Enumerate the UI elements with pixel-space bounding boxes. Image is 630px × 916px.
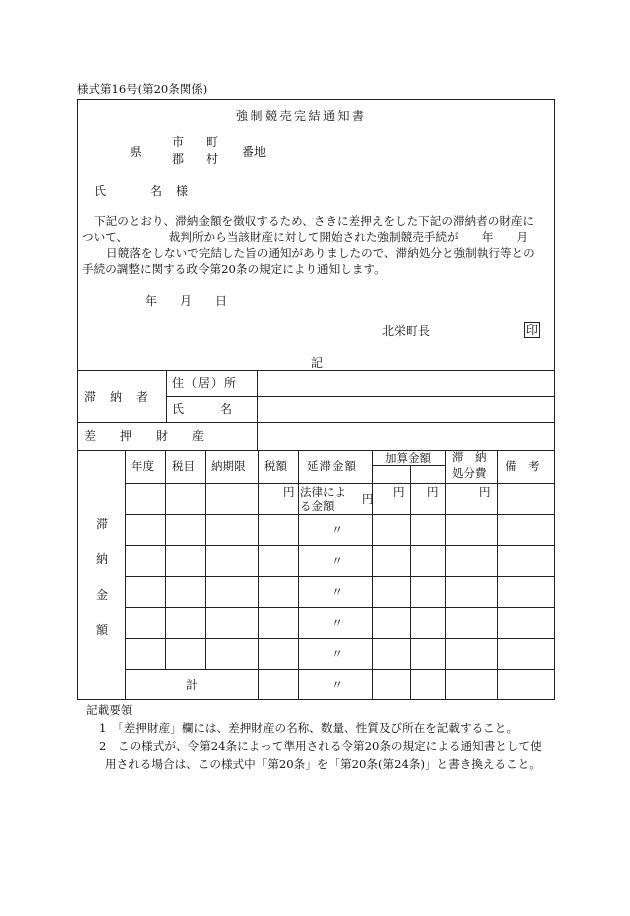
yen-disposal-fee: 円 <box>479 485 491 499</box>
rule <box>125 638 555 639</box>
notes-item-2-line-2: 用される場合は、この様式中「第20条」を「第20条(第24条)」と書き換えること。 <box>105 757 541 771</box>
rule <box>257 370 258 450</box>
addressee-sama: 様 <box>176 184 189 198</box>
rule <box>445 450 446 700</box>
rule <box>125 514 555 515</box>
body-line-2: ついて、 裁判所から当該財産に対して開始された強制競売手続が 年 月 <box>82 230 529 244</box>
seal-mark: 印 <box>525 323 538 337</box>
address-banchi: 番地 <box>242 145 267 159</box>
rule <box>258 450 259 700</box>
date-nen: 年 <box>145 294 158 308</box>
col-due: 納期限 <box>211 459 246 473</box>
address-machi: 町 <box>206 135 219 149</box>
amount-label-4: 額 <box>96 623 109 637</box>
rule <box>77 422 555 423</box>
amount-label-1: 滞 <box>96 517 109 531</box>
col-year: 年度 <box>131 459 154 473</box>
body-line-3: 日競落をしないで完結した旨の通知がありましたので、滞納処分と強制執行等との <box>106 246 535 260</box>
amount-label-3: 金 <box>96 588 109 602</box>
col-surcharge: 加算金額 <box>385 451 431 465</box>
rule <box>77 370 555 371</box>
address-gun: 郡 <box>172 152 185 166</box>
rule <box>497 450 498 700</box>
ditto-mark: 〃 <box>331 647 344 661</box>
rule <box>166 396 555 397</box>
address-mura: 村 <box>206 152 219 166</box>
body-line-1: 下記のとおり、滞納金額を徴収するため、さきに差押えをした下記の滞納者の財産に <box>94 214 535 228</box>
notes-item-1: 1 「差押財産」欄には、差押財産の名称、数量、性質及び所在を記載すること。 <box>99 721 518 735</box>
ki-label: 記 <box>311 356 324 370</box>
col-late-fee: 延滞金額 <box>307 459 357 473</box>
notice-body <box>82 213 550 277</box>
total-label: 計 <box>186 678 199 692</box>
rule <box>165 450 166 669</box>
rule <box>166 370 167 422</box>
notes-heading: 記載要領 <box>86 703 133 717</box>
legal-amount-line-1: 法律によ <box>300 485 346 499</box>
yen-surcharge-2: 円 <box>427 485 439 499</box>
delinquent-label: 滞 納 者 <box>84 390 150 404</box>
ditto-mark: 〃 <box>331 616 344 630</box>
rule <box>298 450 299 700</box>
rule <box>125 669 555 670</box>
col-disposal-fee-2: 処分費 <box>452 466 487 480</box>
rule <box>372 450 373 700</box>
document-title: 強制競売完結通知書 <box>236 109 367 123</box>
col-remarks: 備 考 <box>505 459 540 473</box>
rule <box>410 465 411 700</box>
name-field-label: 氏 名 <box>172 402 233 416</box>
issuer: 北栄町長 <box>382 324 431 338</box>
rule <box>125 483 555 484</box>
rule <box>125 450 126 700</box>
yen-late-fee: 円 <box>362 492 374 506</box>
rule <box>205 450 206 669</box>
address-field-label: 住（居）所 <box>172 376 238 390</box>
rule <box>125 545 555 546</box>
legal-amount-line-2: る金額 <box>300 499 335 513</box>
seized-property-label: 差 押 財 産 <box>84 429 205 443</box>
col-tax: 税額 <box>264 459 287 473</box>
date-hi: 日 <box>215 294 228 308</box>
amount-label-2: 納 <box>96 552 109 566</box>
notes-item-2-line-1: 2 この様式が、令第24条によって準用される令第20条の規定による通知書として使 <box>99 739 542 753</box>
form-label: 様式第16号(第20条関係) <box>77 82 208 96</box>
ditto-mark: 〃 <box>331 678 344 692</box>
ditto-mark: 〃 <box>331 554 344 568</box>
col-disposal-fee-1: 滞 納 <box>452 450 487 464</box>
addressee-shi: 氏 <box>94 184 107 198</box>
body-line-4: 手続の調整に関する政令第20条の規定により通知します。 <box>82 262 386 276</box>
rule <box>125 576 555 577</box>
ditto-mark: 〃 <box>331 523 344 537</box>
rule <box>372 465 445 466</box>
col-item: 税目 <box>172 459 195 473</box>
rule <box>125 607 555 608</box>
date-tsuki: 月 <box>180 294 193 308</box>
yen-tax: 円 <box>283 485 295 499</box>
addressee-mei: 名 <box>150 184 163 198</box>
address-shi: 市 <box>172 135 185 149</box>
yen-surcharge-1: 円 <box>393 485 405 499</box>
address-ken: 県 <box>130 145 143 159</box>
ditto-mark: 〃 <box>331 585 344 599</box>
